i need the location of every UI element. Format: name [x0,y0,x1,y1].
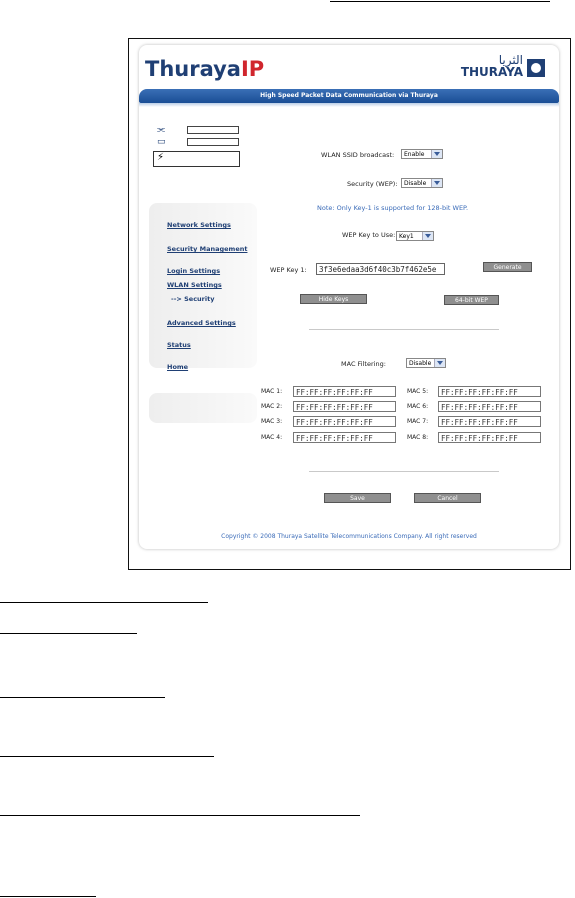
sidebar-item-security-management[interactable]: Security Management [167,245,248,253]
power-status-box [153,151,240,167]
mac-label: MAC 3: [261,418,283,425]
ssid-broadcast-select[interactable] [401,149,443,159]
mac-filter-select[interactable] [406,358,446,368]
divider-top [309,329,499,330]
document-underline-4 [0,756,214,757]
signal-field [187,126,239,134]
chevron-down-icon [431,150,442,158]
battery-icon: ▭ [157,137,166,147]
save-button[interactable]: Save [324,493,391,503]
battery-field [187,138,239,146]
thurayaip-logo [145,57,264,81]
mac-label: MAC 4: [261,434,283,441]
cancel-button[interactable]: Cancel [414,493,481,503]
brand-name: Thuraya [145,57,241,81]
sidebar-item-network-settings[interactable]: Network Settings [167,221,231,229]
security-wep-label: Security (WEP): [347,180,398,188]
mac-input[interactable]: FF:FF:FF:FF:FF:FF [293,416,396,427]
document-underline-1 [0,602,208,603]
wep-key1-input[interactable]: 3f3e6edaa3d6f40c3b7f462e5e [316,263,445,275]
thuraya-logo [461,53,545,79]
logo-arabic-text: الثريا [498,53,523,67]
sidebar-item-home[interactable]: Home [167,363,189,371]
wep-key1-label: WEP Key 1: [270,266,307,274]
mac-input[interactable]: FF:FF:FF:FF:FF:FF [438,416,541,427]
mac-label: MAC 7: [407,418,429,425]
sidebar-item-status[interactable]: Status [167,341,191,349]
top-underline [330,1,550,2]
wep-key-use-select[interactable] [396,231,434,241]
plug-icon: ⚡ [157,152,165,163]
antenna-icon: ⫘ [157,125,166,135]
security-wep-value: Disable [404,180,427,187]
ssid-broadcast-value: Enable [404,151,425,158]
banner-text: High Speed Packet Data Communication via Thuraya [260,92,438,99]
mac-label: MAC 8: [407,434,429,441]
chevron-down-icon [431,179,442,187]
wep-note: Note: Only Key-1 is supported for 128-bit WEP. [317,204,469,212]
divider-bottom [309,471,499,472]
chevron-down-icon [422,232,433,240]
sidebar-item-advanced-settings[interactable]: Advanced Settings [167,319,236,327]
ssid-broadcast-label: WLAN SSID broadcast: [321,151,395,159]
document-underline-6 [0,896,96,897]
screenshot-frame [128,38,571,570]
mac-input[interactable]: FF:FF:FF:FF:FF:FF [293,401,396,412]
header-banner [139,89,559,103]
chevron-down-icon [434,359,445,367]
security-wep-select[interactable] [401,178,443,188]
thuraya-mark-icon [527,59,545,77]
mac-label: MAC 5: [407,388,429,395]
mac-input[interactable]: FF:FF:FF:FF:FF:FF [438,401,541,412]
sidebar-item-wlan-settings[interactable]: WLAN Settings [167,281,222,289]
generate-button[interactable]: Generate [483,262,532,272]
wep-bits-button[interactable]: 64-bit WEP [444,295,499,305]
document-underline-3 [0,697,165,698]
router-page [139,45,559,549]
copyright-footer: Copyright © 2008 Thuraya Satellite Telecommunications Company. All right reserved [221,533,477,540]
document-underline-2 [0,633,137,634]
brand-suffix: IP [240,57,265,81]
wep-key-use-value: Key1 [399,233,414,240]
wep-key-use-label: WEP Key to Use: [342,231,396,239]
mac-input[interactable]: FF:FF:FF:FF:FF:FF [438,432,541,443]
document-underline-5 [0,815,360,816]
hide-keys-button[interactable]: Hide Keys [300,294,367,304]
sidebar-item-login-settings[interactable]: Login Settings [167,267,221,275]
sidebar-item-security[interactable]: --> Security [171,295,215,303]
sidebar-panel-lower [149,393,257,423]
mac-input[interactable]: FF:FF:FF:FF:FF:FF [293,386,396,397]
mac-input[interactable]: FF:FF:FF:FF:FF:FF [438,386,541,397]
banner-shadow [139,103,559,107]
mac-label: MAC 2: [261,403,283,410]
mac-input[interactable]: FF:FF:FF:FF:FF:FF [293,432,396,443]
mac-filter-value: Disable [409,360,432,367]
mac-filter-label: MAC Filtering: [341,360,386,368]
mac-label: MAC 6: [407,403,429,410]
mac-label: MAC 1: [261,388,283,395]
logo-word: THURAYA [460,65,523,79]
